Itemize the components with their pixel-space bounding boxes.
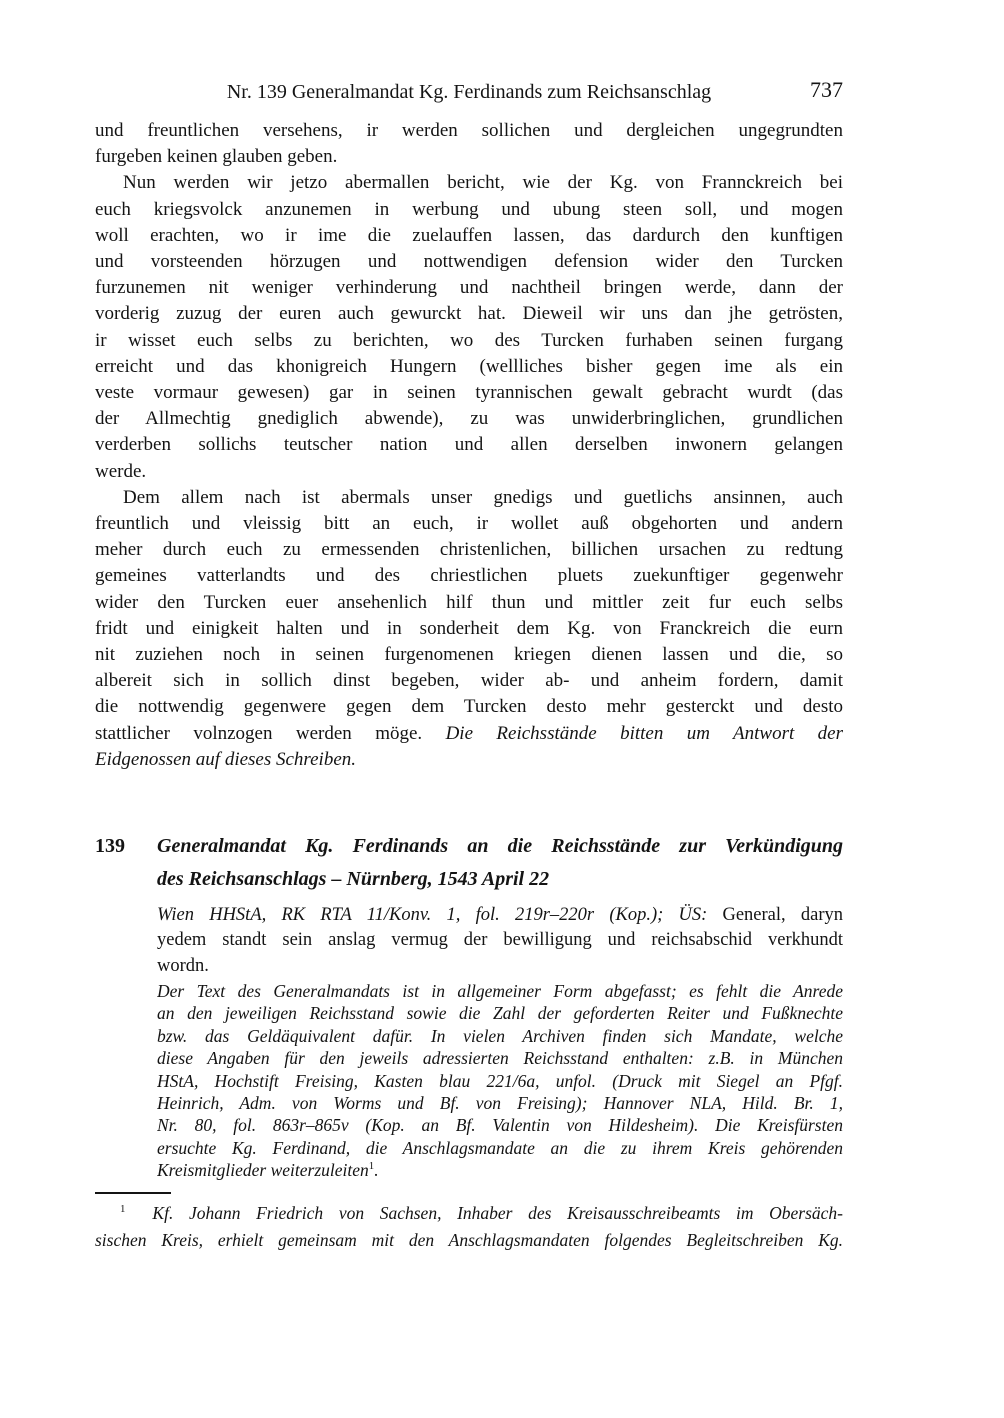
paragraph: [95, 485, 843, 773]
text-line: verderben sollichs teutscher nation und allen derselben inwonern gelangen: [95, 434, 843, 456]
entry-number: 139: [95, 835, 125, 857]
text-line: Der Text des Generalmandats ist in allgemeiner Form abgefasst; es fehlt die Anrede: [157, 981, 843, 1001]
text-line: yedem standt sein anslag vermug der bewilligung und reichsabschid verkhundt: [157, 930, 843, 951]
footnote-rule: [95, 1192, 171, 1194]
text-line: albereit sich in sollich dinst begeben, wider ab- und anheim fordern, damit: [95, 670, 843, 692]
text-line: wider den Turcken euer ansehenlich hilf thun und mittler zeit fur euch selbs: [95, 591, 843, 613]
archival-source-note: [157, 903, 843, 979]
text-line: und vorsteenden hörzugen und nottwendigen defension wider den Turcken: [95, 251, 843, 273]
text-line: der Allmechtig gnediglich abwende), zu was unwiderbringlichen, grundlichen: [95, 408, 843, 430]
running-header: [95, 77, 843, 104]
text-line: und freuntlichen versehens, ir werden sollichen und dergleichen ungegrundten: [95, 120, 843, 141]
text-line: furgeben keinen glauben geben.: [95, 146, 338, 168]
text-line: vorderig zuzug der euren auch gewurckt hat. Dieweil wir uns dan jhe getrösten,: [95, 303, 843, 325]
text-line: Nun werden wir jetzo abermallen bericht, wie der Kg. von Frannckreich bei: [123, 172, 843, 194]
running-title: Nr. 139 Generalmandat Kg. Ferdinands zum Reichsanschlag: [226, 81, 712, 103]
text-line: werde.: [95, 460, 147, 482]
text-line: $^1$ Kf. Johann Friedrich von Sachsen, Inhaber des Kreisausschreibeamts im Obersäch-: [120, 1203, 843, 1223]
text-line: Dem allem nach ist abermals unser gnedigs und guetlichs ansinnen, auch: [123, 486, 843, 508]
text-line: diese Angaben für den jeweils adressierten Reichsstand enthalten: z.B. in München: [157, 1048, 843, 1069]
text-line: erreicht und das khonigreich Hungern (wellliches bisher gegen ime als ein: [95, 355, 843, 377]
text-line: freuntlich und vleissig bitt an euch, ir wollet auß obgehorten und andern: [95, 513, 843, 535]
text-line: fridt und einigkeit halten und in sonderheit dem Kg. von Franckreich die eurn: [95, 617, 843, 639]
text-line: Heinrich, Adm. von Worms und Bf. von Freising); Hannover NLA, Hild. Br. 1,: [157, 1093, 843, 1114]
text-line: HStA, Hochstift Freising, Kasten blau 221/6a, unfol. (Druck mit Siegel an Pfgf.: [157, 1070, 843, 1091]
text-line: sischen Kreis, erhielt gemeinsam mit den Anschlagsmandaten folgendes Begleitschreiben Kg.: [95, 1229, 843, 1250]
text-line: ersuchte Kg. Ferdinand, die Anschlagsmandate an die zu ihrem Kreis gehörenden: [157, 1137, 843, 1158]
text-line: die nottwendig gegenwere gegen dem Turcken desto mehr gesterckt und desto: [95, 696, 843, 718]
text-line: wordn.: [157, 955, 209, 976]
footnote: [95, 1200, 843, 1253]
text-line: des Reichsanschlags – Nürnberg, 1543 April 22: [157, 868, 550, 890]
text-line: bzw. das Geldäquivalent dafür. In vielen Archiven finden sich Mandate, welche: [157, 1025, 843, 1046]
text-line: stattlicher volnzogen werden möge. Die Reichsstände bitten um Antwort der: [95, 722, 843, 744]
text-line: Nr. 80, fol. 863r–865v (Kop. an Bf. Valentin von Hildesheim). Die Kreisfürsten: [157, 1115, 843, 1136]
text-line: Wien HHStA, RK RTA 11/Konv. 1, fol. 219r–220r (Kop.); ÜS: General, daryn: [157, 905, 843, 925]
text-line: nit zuziehen noch in seinen furgenomenen kriegen dienen lassen und die, so: [95, 644, 843, 666]
text-line: meher durch euch zu ermessenden christenlichen, billichen ursachen zu redtung: [95, 539, 843, 561]
text-line: woll erachten, wo ir ime die zuelauffen lassen, das dardurch den kunftigen: [95, 224, 843, 246]
paragraph: [95, 118, 843, 170]
text-line: Kreismitglieder weiterzuleiten$^1$.: [157, 1160, 379, 1181]
page-number: 737: [810, 77, 843, 102]
text-line: an den jeweiligen Reichsstand sowie die Zahl der geforderten Reiter und Fußknechte: [157, 1003, 843, 1024]
editorial-commentary: [157, 980, 843, 1182]
main-text-block: [95, 118, 843, 773]
text-line: Generalmandat Kg. Ferdinands an die Reichsstände zur Verkündigung: [157, 835, 843, 857]
text-line: veste vormaur gewesen) gar in seinen tyrannischen gewalt gebracht wurdt (das: [95, 382, 843, 404]
text-line: furzunemen nit weniger verhinderung und nachtheil bringen werde, dann der: [95, 277, 843, 299]
text-line: ir wisset euch selbs zu berichten, wo des Turcken furhaben seinen furgang: [95, 329, 843, 351]
text-line: euch kriegsvolck anzunemen in werbung und ubung steen soll, und mogen: [95, 198, 843, 220]
paragraph: [95, 170, 843, 484]
entry-heading: [95, 830, 843, 896]
text-line: gemeines vatterlandts und des chriestlichen pluets zuekunftiger gegenwehr: [95, 565, 843, 587]
entry-title: [157, 830, 843, 896]
text-line: Eidgenossen auf dieses Schreiben.: [95, 748, 357, 770]
